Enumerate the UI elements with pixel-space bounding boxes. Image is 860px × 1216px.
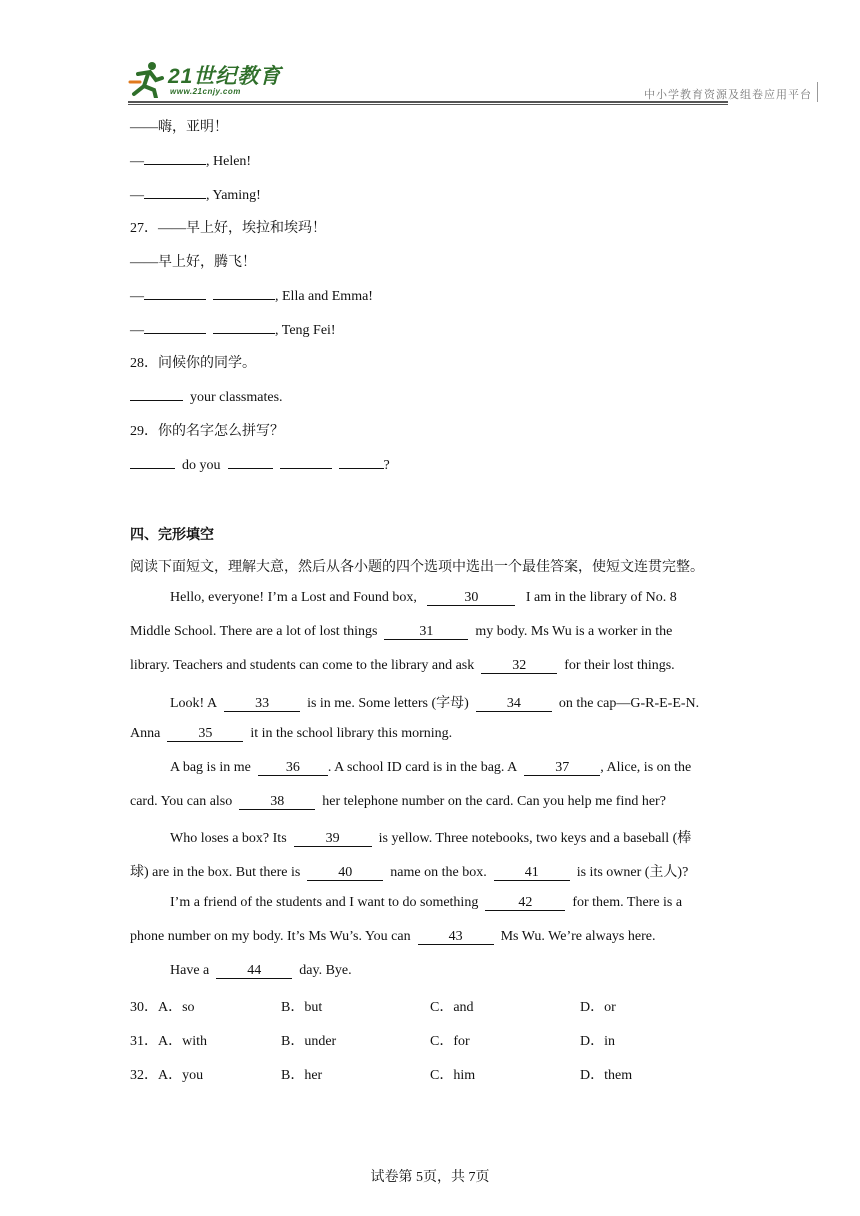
page-header <box>128 58 818 104</box>
passage-line: Hello, everyone! I’m a Lost and Found box, 30 I am in the library of No. 8 <box>170 590 677 605</box>
header-divider <box>817 82 818 102</box>
header-slogan: 中小学教育资源及组卷应用平台 <box>644 89 812 101</box>
cloze-blank[interactable]: 42 <box>485 895 565 911</box>
cloze-blank[interactable]: 33 <box>224 696 300 712</box>
cloze-blank[interactable]: 31 <box>384 624 468 640</box>
cloze-blank[interactable]: 36 <box>258 760 328 776</box>
option-a[interactable]: 30．A．so <box>130 1000 195 1015</box>
answer-blank[interactable] <box>144 150 206 165</box>
cloze-blank[interactable]: 44 <box>216 963 292 979</box>
option-c[interactable]: C．for <box>430 1034 470 1049</box>
q29-end: ? <box>383 458 390 473</box>
option-d[interactable]: D．in <box>580 1034 615 1049</box>
answer-blank[interactable] <box>339 454 384 469</box>
passage-line: Look! A 33 is in me. Some letters (字母) 34 on the cap—G-R-E-E-N. <box>170 696 700 711</box>
answer-blank[interactable] <box>130 386 183 401</box>
option-d[interactable]: D．them <box>580 1068 633 1083</box>
passage-line: Middle School. There are a lot of lost things 31 my body. Ms Wu is a worker in the <box>130 624 673 639</box>
q28-prompt: 28．问候你的同学。 <box>130 356 256 371</box>
answer-blank[interactable] <box>144 285 206 300</box>
answer-blank[interactable] <box>213 319 275 334</box>
answer-blank[interactable] <box>144 319 206 334</box>
header-rule-thin <box>128 104 728 105</box>
answer-blank[interactable] <box>130 454 175 469</box>
option-b[interactable]: B．her <box>281 1068 323 1083</box>
header-rule <box>128 101 728 103</box>
option-a[interactable]: 31．A．with <box>130 1034 207 1049</box>
q29-do-you: do you <box>182 458 221 473</box>
passage-line: card. You can also 38 her telephone number on the card. Can you help me find her? <box>130 794 666 809</box>
logo-url: www.21cnjy.com <box>170 87 241 96</box>
answer-blank[interactable] <box>228 454 273 469</box>
passage-line: library. Teachers and students can come to the library and ask 32 for their lost things. <box>130 658 675 673</box>
q26-line1-text: , Helen! <box>206 154 252 169</box>
q27-line1-text: , Ella and Emma! <box>275 289 373 304</box>
answer-blank[interactable] <box>280 454 332 469</box>
option-c[interactable]: C．and <box>430 1000 474 1015</box>
q26-line1: — , Helen! <box>130 150 251 170</box>
passage-line: Have a 44 day. Bye. <box>170 963 352 978</box>
q26-line2: — , Yaming! <box>130 184 261 204</box>
cloze-blank[interactable]: 34 <box>476 696 552 712</box>
runner-icon <box>128 60 166 98</box>
q27-line2: — , Teng Fei! <box>130 319 336 339</box>
passage-line: phone number on my body. It’s Ms Wu’s. You can 43 Ms Wu. We’re always here. <box>130 929 656 944</box>
passage-line: A bag is in me 36 . A school ID card is in the bag. A 37 , Alice, is on the <box>170 760 692 775</box>
cloze-blank[interactable]: 35 <box>167 726 243 742</box>
cloze-blank[interactable]: 39 <box>294 831 372 847</box>
cloze-blank[interactable]: 32 <box>481 658 557 674</box>
cloze-blank[interactable]: 43 <box>418 929 494 945</box>
q28-line-text: your classmates. <box>190 390 283 405</box>
q27-line2-text: , Teng Fei! <box>275 323 336 338</box>
option-b[interactable]: B．but <box>281 1000 323 1015</box>
passage-line: Anna 35 it in the school library this morning. <box>130 726 453 741</box>
cloze-blank[interactable]: 40 <box>307 865 383 881</box>
q26-line2-text: , Yaming! <box>206 188 261 203</box>
passage-line: 球) are in the box. But there is 40 name on the box. 41 is its owner (主人)? <box>130 865 689 880</box>
option-a[interactable]: 32．A．you <box>130 1068 204 1083</box>
page-footer: 试卷第 5页，共 7页 <box>370 1170 490 1185</box>
q27-line1: — , Ella and Emma! <box>130 285 373 305</box>
answer-blank[interactable] <box>213 285 275 300</box>
cloze-blank[interactable]: 30 <box>427 590 515 606</box>
section-title: 四、完形填空 <box>130 527 214 543</box>
passage-line: I’m a friend of the students and I want to do something 42 for them. There is a <box>170 895 683 910</box>
section-instruction: 阅读下面短文，理解大意，然后从各小题的四个选项中选出一个最佳答案，使短文连贯完整。 <box>130 560 704 575</box>
q27-prompt2: ——早上好，腾飞！ <box>130 255 256 270</box>
answer-blank[interactable] <box>144 184 206 199</box>
option-c[interactable]: C．him <box>430 1068 476 1083</box>
logo-text: 21世纪教育 <box>168 65 282 88</box>
option-b[interactable]: B．under <box>281 1034 337 1049</box>
q27-prompt: 27．——早上好，埃拉和埃玛！ <box>130 221 326 236</box>
cloze-blank[interactable]: 37 <box>524 760 600 776</box>
passage-line: Who loses a box? Its 39 is yellow. Three notebooks, two keys and a baseball (棒 <box>170 831 692 846</box>
cloze-blank[interactable]: 38 <box>239 794 315 810</box>
q26-prompt: ——嗨，亚明！ <box>130 120 228 135</box>
logo <box>128 58 298 100</box>
q29-prompt: 29．你的名字怎么拼写？ <box>130 424 284 439</box>
option-d[interactable]: D．or <box>580 1000 616 1015</box>
q29-line <box>130 454 390 474</box>
q28-line <box>130 386 283 406</box>
cloze-blank[interactable]: 41 <box>494 865 570 881</box>
